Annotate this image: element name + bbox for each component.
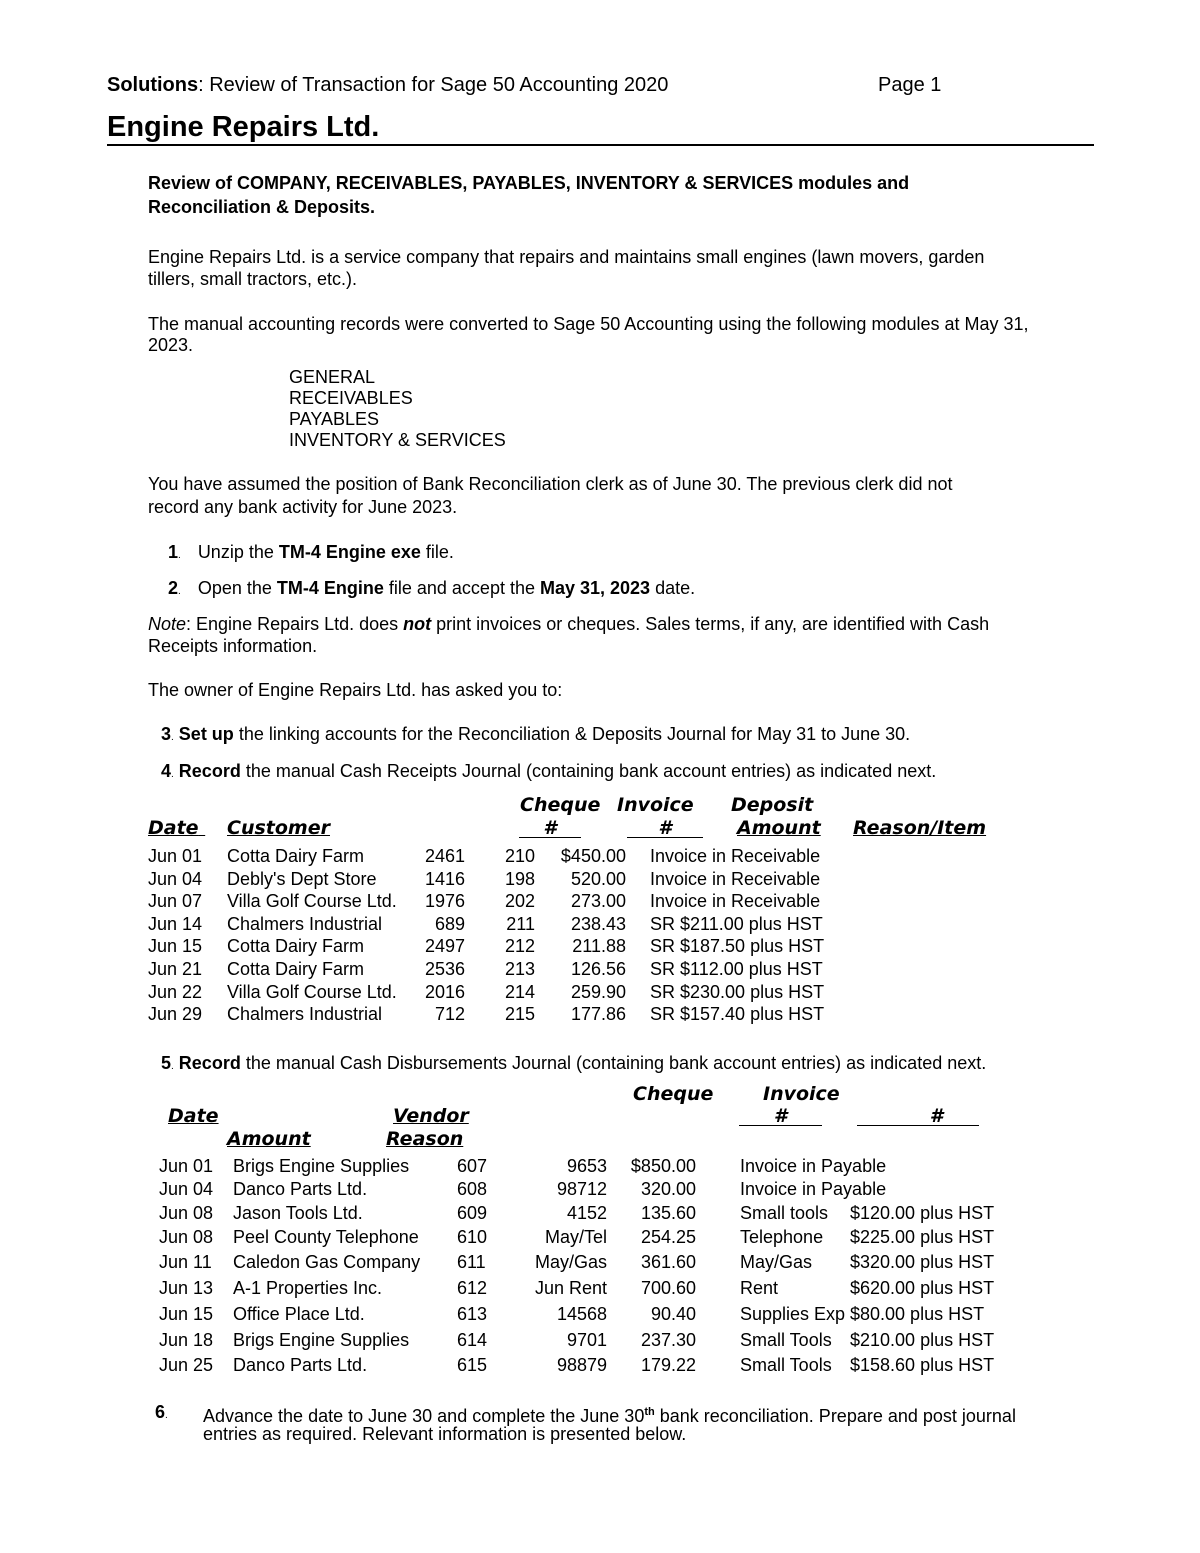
page-number: Page 1: [878, 74, 942, 96]
page-title: Engine Repairs Ltd.: [107, 111, 380, 143]
note-label: Note: [148, 614, 187, 634]
page-header: [107, 74, 668, 96]
description-line-1: Engine Repairs Ltd. is a service company that repairs and maintains small engines (lawn movers, garden: [148, 247, 985, 267]
cell-amount: 177.86: [570, 1004, 626, 1025]
step-text: file and accept the: [383, 578, 540, 598]
step-3: [161, 723, 910, 749]
owner-line: The owner of Engine Repairs Ltd. has asked you to:: [148, 680, 563, 700]
cell-date: Jun 04: [159, 1179, 214, 1199]
step-text: the linking accounts for the Reconciliation & Deposits Journal for May 31 to June 30.: [233, 724, 911, 744]
cell-invoice: Jun Rent: [534, 1278, 607, 1298]
cell-cheque: 609: [457, 1203, 488, 1223]
cell-invoice: 213: [504, 959, 535, 979]
cell-vendor: Brigs Engine Supplies: [233, 1156, 410, 1176]
cell-vendor: Danco Parts Ltd.: [233, 1179, 368, 1199]
step-bold-text: May 31, 2023: [539, 578, 651, 598]
cell-date: Jun 14: [148, 913, 203, 934]
cell-cheque: 607: [457, 1156, 488, 1176]
receipts-header-cheque: Cheque: [520, 794, 601, 816]
receipts-header-reason: Reason/Item: [853, 817, 987, 839]
cell-cheque: 2497: [424, 936, 465, 957]
cell-reason: Supplies Exp: [740, 1304, 846, 1324]
cell-cheque: 712: [434, 1004, 465, 1025]
disb-header-invoice-number: [857, 1105, 979, 1126]
disb-header-amount: Amount: [227, 1128, 311, 1150]
cell-customer: Debly's Dept Store: [227, 868, 377, 889]
cell-cheque: 611: [457, 1252, 486, 1272]
cell-reason: Invoice in Receivable: [650, 846, 821, 866]
review-line-1: Review of COMPANY, RECEIVABLES, PAYABLES, INVENTORY & SERVICES modules and: [148, 173, 910, 193]
note-emphasis: not: [403, 614, 432, 634]
cell-customer: Chalmers Industrial: [227, 913, 383, 934]
review-line-2: Reconciliation & Deposits.: [148, 197, 376, 217]
cell-reason: Invoice in Payable: [740, 1156, 887, 1176]
cell-vendor: Danco Parts Ltd.: [233, 1355, 368, 1375]
step-5: [161, 1052, 986, 1078]
cell-date: Jun 01: [159, 1156, 214, 1176]
cell-cheque: 2016: [424, 981, 465, 1002]
disb-header-invoice-number-text: #: [929, 1105, 943, 1127]
cell-reason: Small Tools: [740, 1355, 832, 1375]
cell-amount: $850.00: [630, 1156, 696, 1176]
conversion-line-1: The manual accounting records were converted to Sage 50 Accounting using the following modules at May 31,: [148, 314, 1029, 334]
cell-date: Jun 15: [148, 936, 203, 957]
disb-header-invoice: Invoice: [763, 1083, 840, 1105]
cell-cheque: 608: [457, 1179, 488, 1199]
cell-cheque: 614: [457, 1330, 488, 1350]
cell-reason: SR $230.00 plus HST: [650, 981, 825, 1002]
step-dot: .: [178, 586, 181, 597]
cell-detail: $620.00 plus HST: [850, 1278, 995, 1298]
cell-customer: Chalmers Industrial: [227, 1004, 383, 1025]
receipts-header-deposit: Deposit: [731, 794, 814, 816]
cell-amount: 273.00: [570, 891, 626, 912]
cell-invoice: 214: [504, 981, 535, 1002]
cell-date: Jun 15: [159, 1304, 214, 1324]
cell-reason: Small tools: [740, 1203, 829, 1223]
cell-amount: 211.88: [572, 936, 626, 957]
cell-date: Jun 11: [159, 1252, 212, 1272]
cell-detail: $80.00 plus HST: [850, 1304, 985, 1324]
cell-date: Jun 25: [159, 1355, 214, 1375]
cell-amount: 238.43: [570, 913, 626, 934]
cell-amount: 320.00: [640, 1179, 696, 1199]
description-line-2: tillers, small tractors, etc.).: [148, 269, 358, 289]
cell-reason: Rent: [740, 1278, 779, 1298]
cell-amount: $450.00: [560, 846, 626, 866]
cell-invoice: 98712: [556, 1179, 607, 1199]
step-dot: .: [178, 550, 181, 561]
cell-date: Jun 04: [148, 868, 203, 889]
step-6-number: [155, 1401, 168, 1427]
note-text: : Engine Repairs Ltd. does: [186, 614, 404, 634]
cell-invoice: 211: [506, 913, 535, 934]
cell-vendor: A-1 Properties Inc.: [233, 1278, 383, 1298]
header-rest: : Review of Transaction for Sage 50 Accounting 2020: [198, 74, 669, 96]
cell-cheque: 612: [457, 1278, 488, 1298]
cell-invoice: 202: [504, 891, 535, 912]
cell-reason: SR $211.00 plus HST: [650, 913, 823, 934]
disb-header-vendor: Vendor: [393, 1105, 469, 1127]
cell-vendor: Brigs Engine Supplies: [233, 1330, 410, 1350]
cell-customer: Villa Golf Course Ltd.: [227, 891, 397, 912]
cell-cheque: 610: [457, 1227, 488, 1247]
cell-amount: 254.25: [640, 1227, 696, 1247]
cell-amount: 259.90: [570, 981, 626, 1002]
cell-customer: Cotta Dairy Farm: [227, 936, 365, 957]
step-1: [168, 541, 454, 567]
step-number: 1: [168, 542, 179, 562]
cell-amount: 361.60: [640, 1252, 696, 1272]
cell-date: Jun 07: [148, 891, 203, 912]
cell-detail: $320.00 plus HST: [850, 1252, 995, 1272]
cell-reason: Invoice in Receivable: [650, 891, 821, 912]
title-rule: [107, 144, 1094, 146]
step-6-line-2: entries as required. Relevant information is presented below.: [203, 1424, 687, 1444]
cell-invoice: 210: [504, 846, 535, 866]
step-text: file.: [420, 542, 454, 562]
step-2: [168, 577, 695, 603]
cell-cheque: 613: [457, 1304, 488, 1324]
receipts-header-invoice: Invoice: [617, 794, 694, 816]
step-text: Advance the date to June 30 and complete the June 30: [203, 1406, 645, 1426]
cell-cheque: 2536: [424, 959, 465, 979]
cell-vendor: Office Place Ltd.: [233, 1304, 365, 1324]
cell-amount: 90.40: [650, 1304, 696, 1324]
cell-cheque: 689: [434, 913, 465, 934]
cell-detail: $158.60 plus HST: [850, 1355, 995, 1375]
cell-amount: 520.00: [570, 868, 626, 889]
step-bold-text: Record: [173, 1053, 241, 1073]
cell-date: Jun 21: [148, 959, 203, 979]
header-prefix: Solutions: [107, 74, 199, 96]
cell-invoice: 9701: [566, 1330, 607, 1350]
cell-vendor: Jason Tools Ltd.: [233, 1203, 363, 1223]
note-line-1: [148, 613, 989, 635]
module-item: GENERAL: [289, 367, 376, 387]
step-text: bank reconciliation. Prepare and post journal: [654, 1406, 1016, 1426]
cell-invoice: 212: [504, 936, 535, 957]
step-dot: .: [171, 769, 174, 780]
receipts-header-date-text: Date: [148, 817, 199, 839]
cell-detail: $120.00 plus HST: [850, 1203, 995, 1223]
cell-reason: Telephone: [740, 1227, 824, 1247]
cell-amount: 135.60: [640, 1203, 696, 1223]
step-bold-text: Record: [173, 761, 241, 781]
cell-vendor: Caledon Gas Company: [233, 1252, 421, 1272]
step-text: Open the: [197, 578, 277, 598]
cell-invoice: 4152: [566, 1203, 607, 1223]
step-bold-text: Set up: [173, 724, 234, 744]
conversion-line-2: 2023.: [148, 335, 194, 355]
cell-date: Jun 08: [159, 1203, 214, 1223]
cell-cheque: 615: [457, 1355, 488, 1375]
step-bold-text: TM-4 Engine exe: [278, 542, 421, 562]
receipts-header-amount: Amount: [737, 817, 821, 839]
cell-reason: Small Tools: [740, 1330, 832, 1350]
cell-amount: 700.60: [640, 1278, 696, 1298]
cell-customer: Cotta Dairy Farm: [227, 846, 365, 866]
cell-invoice: 198: [504, 868, 535, 889]
cell-invoice: 14568: [556, 1304, 607, 1324]
cell-date: Jun 22: [148, 981, 203, 1002]
cell-reason: May/Gas: [740, 1252, 813, 1272]
disb-header-cheque: Cheque: [633, 1083, 714, 1105]
ordinal-suffix: th: [644, 1406, 655, 1418]
step-dot: .: [165, 1410, 168, 1421]
cell-amount: 237.30: [640, 1330, 696, 1350]
module-item: INVENTORY & SERVICES: [289, 430, 506, 450]
cell-customer: Cotta Dairy Farm: [227, 959, 365, 979]
cell-detail: $210.00 plus HST: [850, 1330, 995, 1350]
cell-detail: $225.00 plus HST: [850, 1227, 995, 1247]
cell-reason: SR $112.00 plus HST: [650, 959, 823, 979]
cell-amount: 179.22: [640, 1355, 696, 1375]
cell-invoice: May/Tel: [544, 1227, 607, 1247]
cell-reason: Invoice in Payable: [740, 1179, 887, 1199]
step-number: 3: [161, 724, 172, 744]
cell-invoice: 9653: [566, 1156, 607, 1176]
position-line-2: record any bank activity for June 2023.: [148, 497, 458, 517]
cell-reason: SR $187.50 plus HST: [650, 936, 825, 957]
cell-date: Jun 13: [159, 1278, 214, 1298]
cell-customer: Villa Golf Course Ltd.: [227, 981, 397, 1002]
module-item: RECEIVABLES: [289, 388, 413, 408]
cell-amount: 126.56: [570, 959, 626, 979]
step-text: date.: [650, 578, 696, 598]
cell-invoice: May/Gas: [534, 1252, 607, 1272]
receipts-header-date: [148, 817, 205, 839]
step-number: 6: [155, 1402, 166, 1422]
cell-reason: SR $157.40 plus HST: [650, 1004, 825, 1025]
position-line-1: You have assumed the position of Bank Reconciliation clerk as of June 30. The previous clerk did not: [148, 474, 953, 494]
receipts-header-cheque-number: #: [519, 817, 581, 838]
cell-invoice: 215: [504, 1004, 535, 1025]
cell-cheque: 1976: [424, 891, 465, 912]
disb-header-cheque-number: #: [739, 1105, 822, 1126]
cell-date: Jun 01: [148, 846, 203, 866]
cell-reason: Invoice in Receivable: [650, 868, 821, 889]
cell-vendor: Peel County Telephone: [233, 1227, 419, 1247]
cell-cheque: 1416: [424, 868, 465, 889]
step-bold-text: TM-4 Engine: [276, 578, 384, 598]
step-dot: .: [171, 1061, 174, 1072]
step-number: 4: [161, 761, 172, 781]
cell-cheque: 2461: [424, 846, 465, 866]
step-4: [161, 760, 936, 786]
module-item: PAYABLES: [289, 409, 380, 429]
cell-date: Jun 29: [148, 1004, 203, 1025]
disb-header-reason: Reason: [386, 1128, 464, 1150]
step-text: the manual Cash Receipts Journal (containing bank account entries) as indicated next.: [240, 761, 937, 781]
cell-date: Jun 18: [159, 1330, 214, 1350]
receipts-header-invoice-number: #: [627, 817, 703, 838]
step-dot: .: [171, 732, 174, 743]
step-text: Unzip the: [197, 542, 279, 562]
disb-header-date: Date: [168, 1105, 219, 1127]
cell-date: Jun 08: [159, 1227, 214, 1247]
cell-invoice: 98879: [556, 1355, 607, 1375]
note-line-2: Receipts information.: [148, 636, 318, 656]
note-text: print invoices or cheques. Sales terms, if any, are identified with Cash: [431, 614, 990, 634]
step-number: 2: [168, 578, 179, 598]
receipts-header-customer: Customer: [227, 817, 330, 839]
step-number: 5: [161, 1053, 172, 1073]
step-text: the manual Cash Disbursements Journal (containing bank account entries) as indicated next.: [240, 1053, 987, 1073]
